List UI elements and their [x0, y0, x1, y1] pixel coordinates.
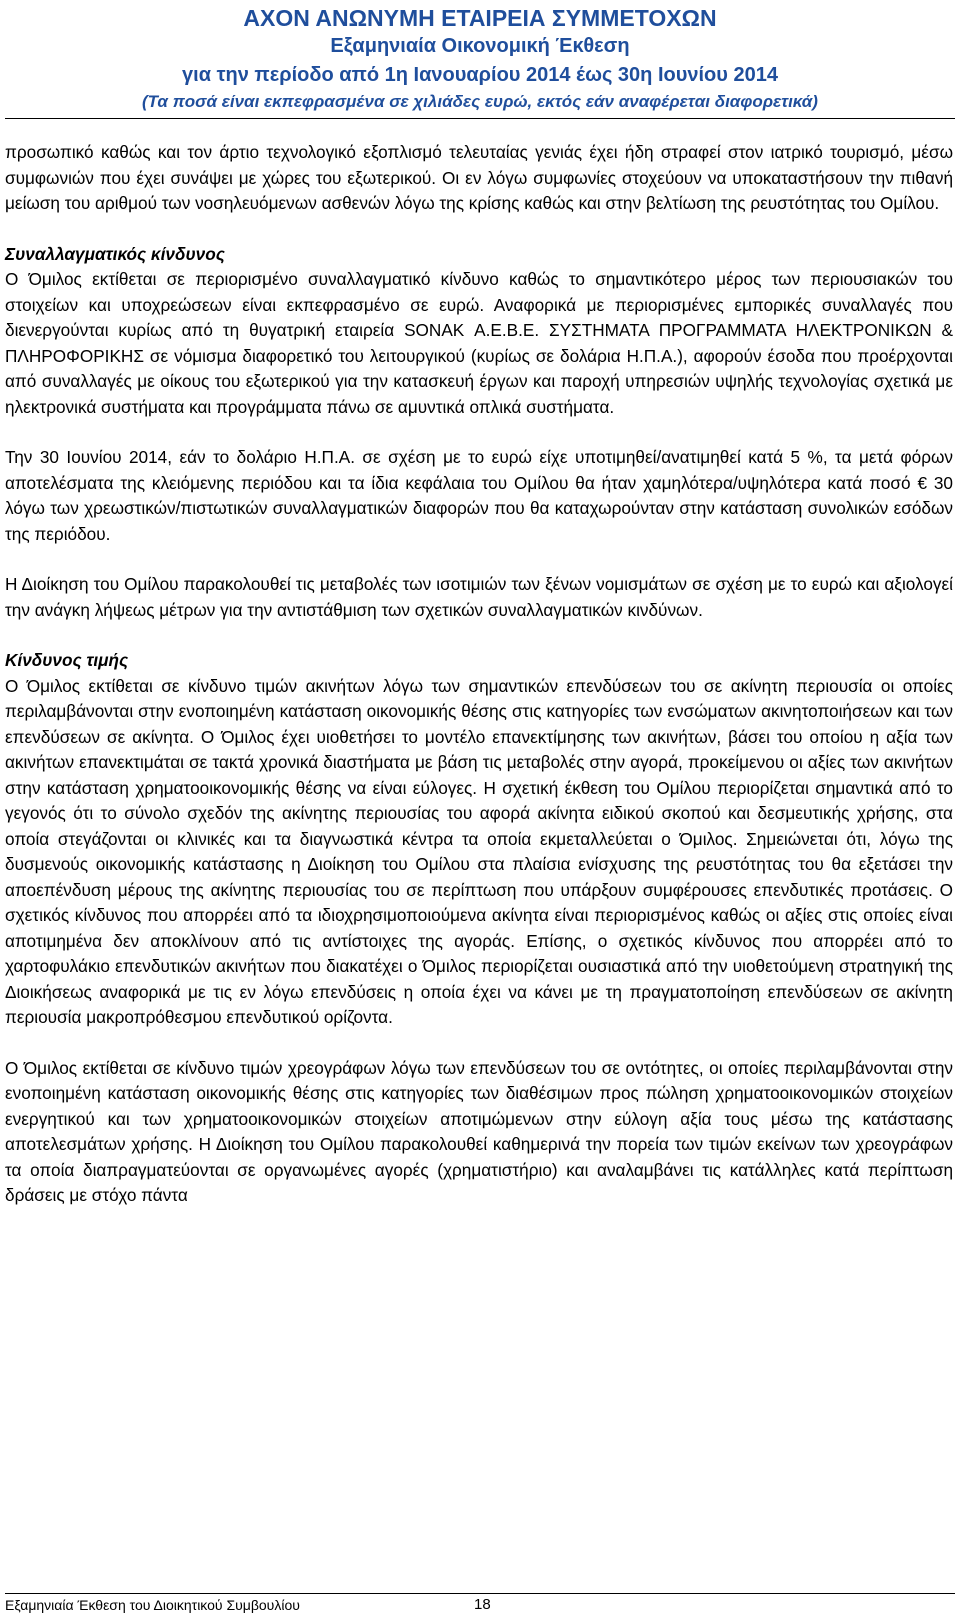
paragraph-fx-sensitivity: Την 30 Ιουνίου 2014, εάν το δολάριο Η.Π.Α. σε σχέση με το ευρώ είχε υποτιμηθεί/ανατιμηθεί κατά 5 %, τα μετά φόρων αποτελέσματα της κλειόμενης περιόδου και τα ίδια κεφάλαια του Ομίλου θα ήταν χαμηλότερα/υψηλότερα κατά ποσό € 30 λόγω των χρεωστικών/πιστωτικών συναλλαγματικών διαφορών που θα καταχωρούνταν στην κατάσταση συνολικών εσόδων της περιόδου.: [5, 447, 953, 544]
page-number: 18: [474, 1596, 491, 1613]
paragraph-securities-price-risk: Ο Όμιλος εκτίθεται σε κίνδυνο τιμών χρεογράφων λόγω των επενδύσεων του σε οντότητες, οι οποίες περιλαμβάνονται στην ενοποιημένη κατάσταση οικονομικής θέσης στις κατηγορίες των διαθέσιμων προς πώληση χρηματοοικονομικών στοιχείων ενεργητικού και των χρηματοοικονομικών στοιχείων αποτιμώμενων στην εύλογη αξία τους μέσω της κατάστασης αποτελεσμάτων χρήσης. Η Διοίκηση του Ομίλου παρακολουθεί καθημερινά την πορεία των τιμών εκείνων των χρεογράφων τα οποία διαπραγματεύονται σε οργανωμένες αγορές (χρηματιστήριο) και αναλαμβάνει τις κατάλληλες κατά περίπτωση δράσεις με στόχο πάντα: [5, 1057, 953, 1205]
currency-note: (Τα ποσά είναι εκπεφρασμένα σε χιλιάδες ευρώ, εκτός εάν αναφέρεται διαφορετικά): [142, 92, 818, 111]
footer-divider: [5, 1593, 955, 1594]
paragraph-fx-monitoring: Η Διοίκηση του Ομίλου παρακολουθεί τις μεταβολές των ισοτιμιών των ξένων νομισμάτων σε σχέση με το ευρώ και αξιολογεί την ανάγκη λήψεως μέτρων για την αντιστάθμιση των σχετικών συναλλαγματικών κινδύνων.: [5, 574, 953, 620]
document-body: [5, 140, 953, 1209]
section-heading-price-risk: Κίνδυνος τιμής: [5, 650, 129, 670]
paragraph-medical-tourism: προσωπικό καθώς και τον άρτιο τεχνολογικό εξοπλισμό τελευταίας γενιάς έχει ήδη στραφεί στον ιατρικό τουρισμό, μέσω συμφωνιών που έχει συνάψει με χώρες του εξωτερικού. Οι εν λόγω συμφωνίες στοχεύουν να υποκαταστήσουν την πιθανή μείωση του αριθμού των νοσηλευόμενων ασθενών λόγω της κρίσης καθώς και στην βελτίωση της ρευστότητας του Ομίλου.: [5, 142, 953, 213]
page-header: [0, 4, 960, 114]
paragraph-fx-exposure: Ο Όμιλος εκτίθεται σε περιορισμένο συναλλαγματικό κίνδυνο καθώς το σημαντικότερο μέρος των περιουσιακών του στοιχείων και υποχρεώσεων είναι εκπεφρασμένο σε ευρώ. Αναφορικά με περιορισμένες εμπορικές συναλλαγές που διενεργούνται κυρίως από τη θυγατρική εταιρεία SONAK Α.Ε.Β.Ε. ΣΥΣΤΗΜΑΤΑ ΠΡΟΓΡΑΜΜΑΤΑ ΗΛΕΚΤΡΟΝΙΚΩΝ & ΠΛΗΡΟΦΟΡΙΚΗΣ σε νόμισμα διαφορετικό του λειτουργικού (κυρίως σε δολάρια Η.Π.Α.), αφορούν έσοδα που προέρχονται από συναλλαγές με οίκους του εξωτερικού για την κατασκευή έργων και παροχή υπηρεσιών υψηλής τεχνολογίας σχετικά με ηλεκτρονικά συστήματα και προγράμματα πάνω σε αμυντικά οπλικά συστήματα.: [5, 269, 953, 417]
footer-title: Εξαμηνιαία Έκθεση του Διοικητικού Συμβουλίου: [5, 1597, 300, 1613]
paragraph-real-estate-price-risk: Ο Όμιλος εκτίθεται σε κίνδυνο τιμών ακινήτων λόγω των σημαντικών επενδύσεων του σε ακίνητη περιουσία οι οποίες περιλαμβάνονται στην ενοποιημένη κατάσταση οικονομικής θέσης στις κατηγορίες των ενσώματων ακινητοποιήσεων και των επενδύσεων σε ακίνητα. Ο Όμιλος έχει υιοθετήσει το μοντέλο επανεκτίμησης των ακινήτων, βάσει του οποίου η αξία των ακινήτων επανεκτιμάται σε τακτά χρονικά διαστήματα με βάση τις μεταβολές στην αγορά, προκείμενου οι αξίες των ακινήτων στην κατάσταση χρηματοοικονομικής θέσης να είναι εύλογες. Η σχετική έκθεση του Ομίλου περιορίζεται σημαντικά από το γεγονός ότι το σύνολο σχεδόν της ακίνητης περιουσίας του αφορά ακίνητα ειδικού σκοπού και δεσμευτικής χρήσης, στα οποία στεγάζονται οι κλινικές και τα διαγνωστικά κέντρα τα οποία εκμεταλλεύεται ο Όμιλος. Σημειώνεται ότι, λόγω της δυσμενούς οικονομικής κατάστασης η Διοίκηση του Ομίλου στα πλαίσια ενίσχυσης της ρευστότητας του θα εξετάσει την αποεπένδυση μέρους της ακίνητης περιουσίας του σε περίπτωση που υπάρξουν συμφέρουσες επενδυτικές προτάσεις. Ο σχετικός κίνδυνος που απορρέει από τα ιδιοχρησιμοποιούμενα ακίνητα είναι περιορισμένος καθώς οι αξίες στις οποίες είναι αποτιμημένα δεν αποκλίνουν από τις αντίστοιχες της αγοράς. Επίσης, ο σχετικός κίνδυνος που απορρέει από το χαρτοφυλάκιο επενδυτικών ακινήτων που διακατέχει ο Όμιλος περιορίζεται ουσιαστικά από την υιοθετούμενη στρατηγική της Διοικήσεως αναφορικά με τις εν λόγω επενδύσεις η οποία έχει να κάνει με τη πραγματοποίηση επενδύσεων σε ακίνητη περιουσία μακροπρόθεσμου επενδυτικού ορίζοντα.: [5, 675, 953, 1027]
header-divider: [5, 118, 955, 119]
section-heading-fx-risk: Συναλλαγματικός κίνδυνος: [5, 243, 225, 264]
report-title: Εξαμηνιαία Οικονομική Έκθεση: [330, 35, 630, 57]
company-name: ΑΧΟΝ ΑΝΩΝΥΜΗ ΕΤΑΙΡΕΙΑ ΣΥΜΜΕΤΟΧΩΝ: [243, 5, 717, 31]
report-period: για την περίοδο από 1η Ιανουαρίου 2014 έως 30η Ιουνίου 2014: [182, 64, 778, 86]
